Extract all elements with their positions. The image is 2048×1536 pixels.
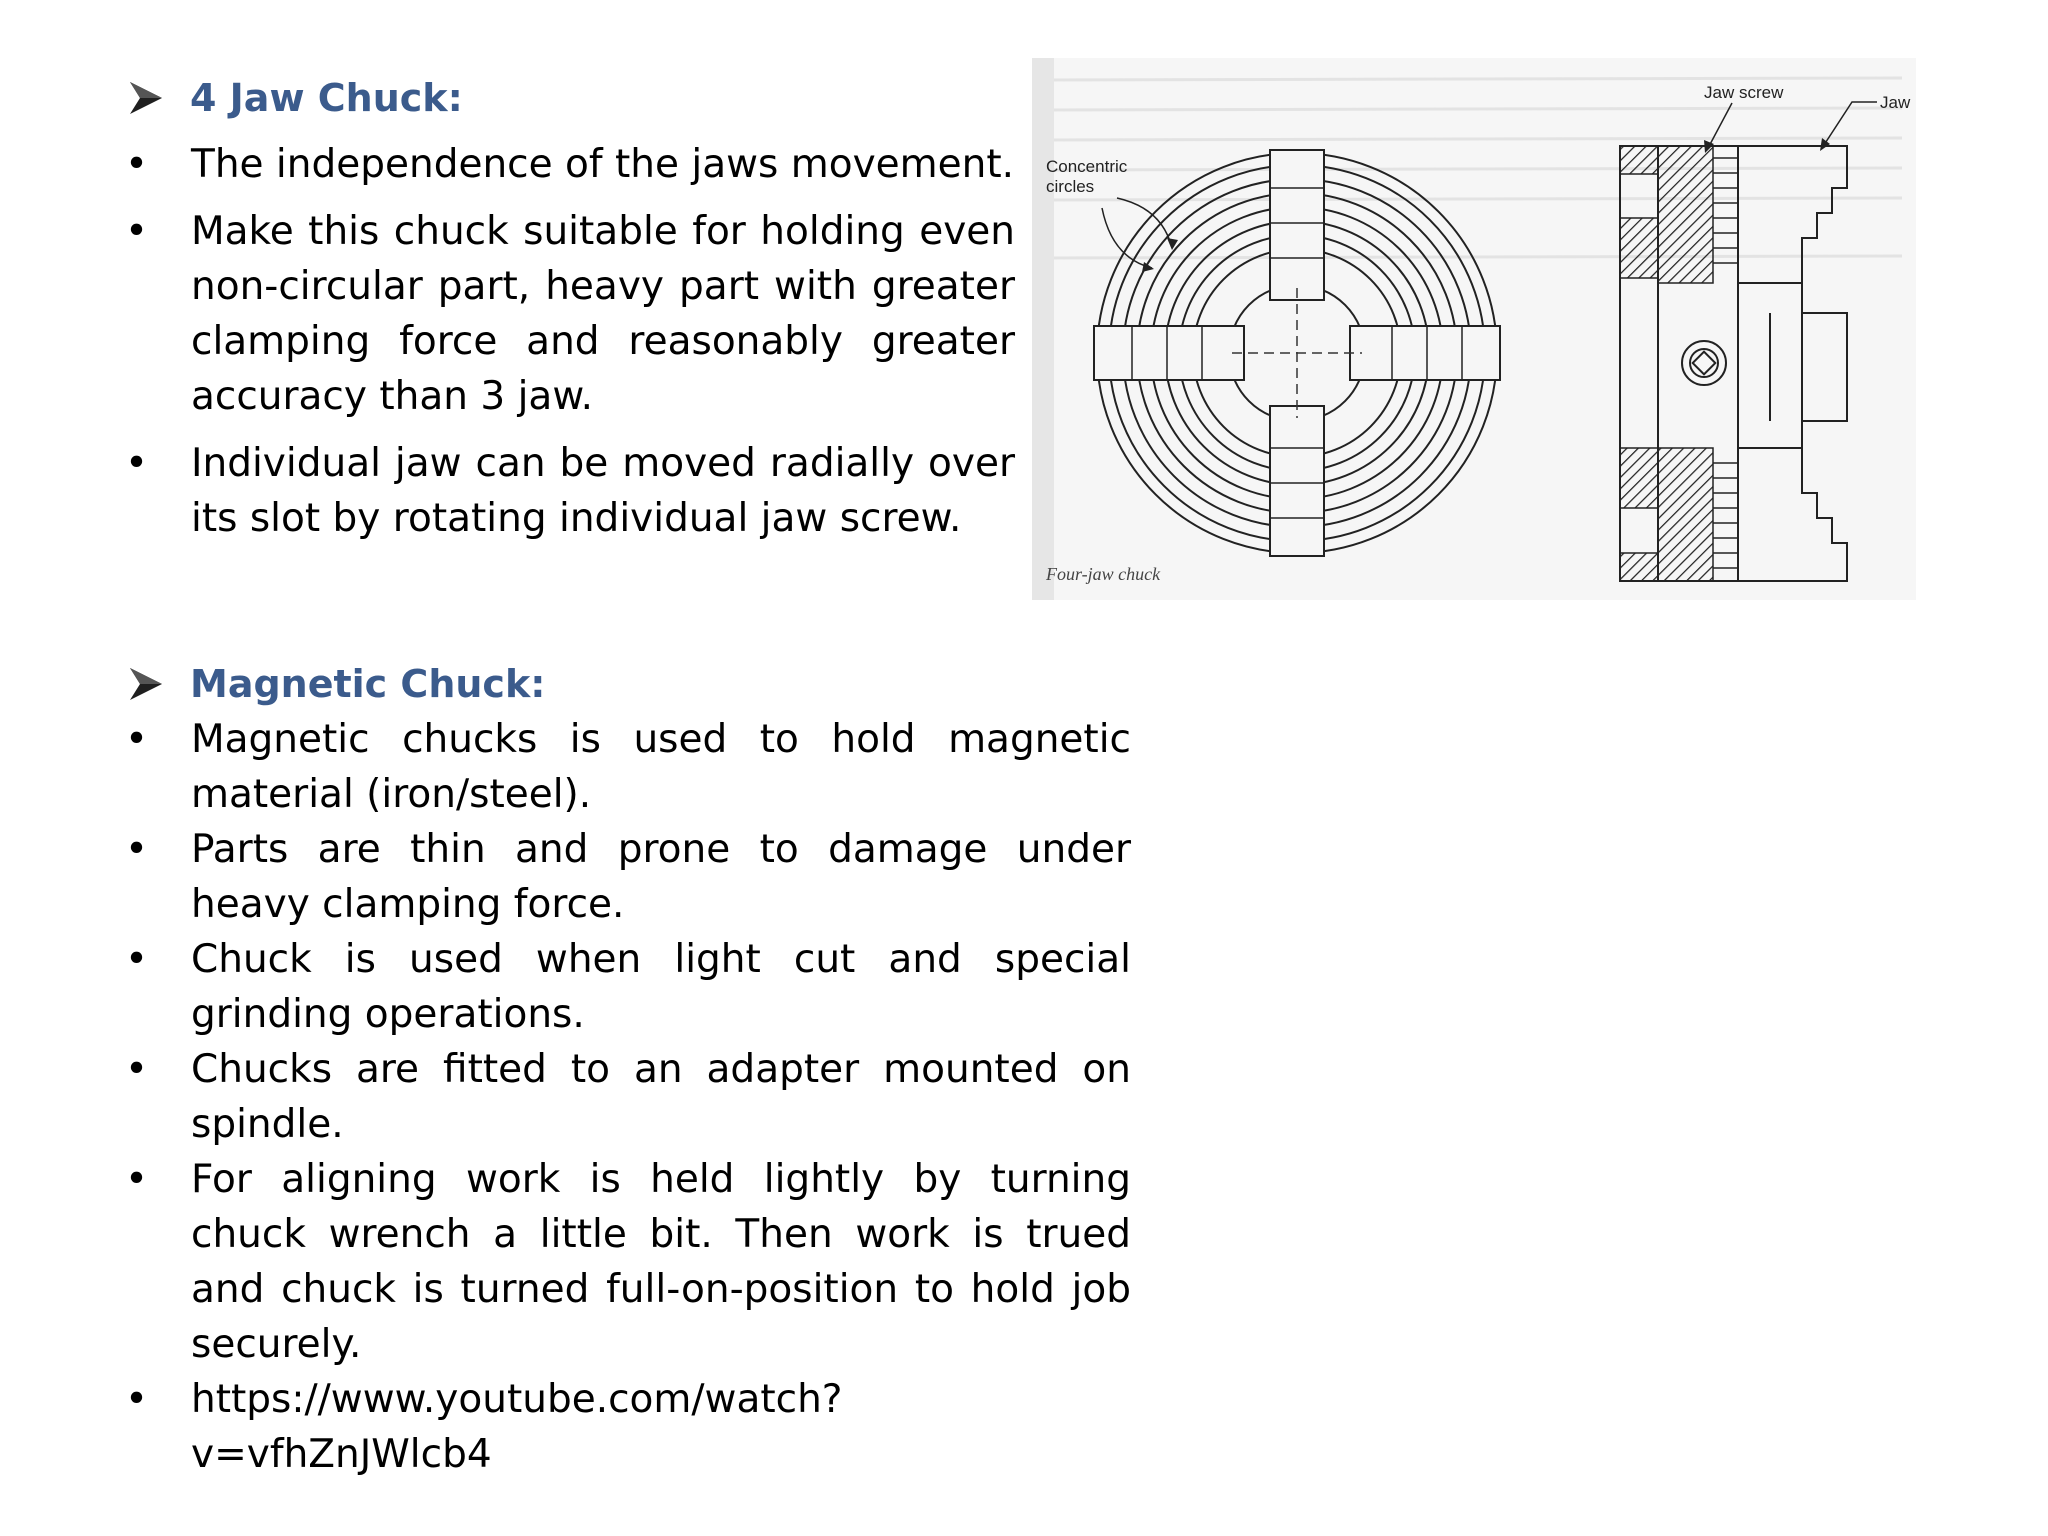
list-item: • For aligning work is held lightly by turning chuck wrench a little bit. Then work is trued and chuck is turned full-on-position to hold job securely. — [125, 1152, 1131, 1372]
heading-text: Magnetic Chuck: — [190, 662, 546, 706]
bullet-icon: • — [125, 937, 149, 982]
list-item: • Chucks are fitted to an adapter mounted on spindle. — [125, 1042, 1131, 1152]
side-view — [1620, 146, 1847, 581]
label-jaw: Jaw — [1880, 93, 1911, 112]
list-item: • Magnetic chucks is used to hold magnetic material (iron/steel). — [125, 712, 1131, 822]
bullet-icon: • — [125, 1047, 149, 1092]
figure-caption: Four-jaw chuck — [1046, 564, 1161, 584]
heading-magnetic-chuck — [128, 662, 545, 706]
bullet-icon: • — [125, 209, 149, 254]
bullet-icon: • — [125, 717, 149, 762]
bullet-icon: • — [125, 827, 149, 872]
list-item: • Make this chuck suitable for holding even non-circular part, heavy part with greater clamping force and reasonably greater accuracy than 3 jaw. — [125, 204, 1015, 424]
label-circles: circles — [1046, 177, 1095, 196]
bullet-icon: • — [125, 1157, 149, 1202]
list-item: • Individual jaw can be moved radially over its slot by rotating individual jaw screw. — [125, 436, 1015, 546]
bullet-icon: • — [125, 142, 149, 187]
jaw-chuck-bullet-list — [125, 137, 1015, 558]
magnetic-chuck-bullet-list — [125, 712, 1131, 1482]
youtube-link[interactable]: https://www.youtube.com/watch?v=vfhZnJWlcb4 — [191, 1377, 843, 1477]
chuck-diagram — [1032, 58, 1916, 600]
list-item: • Parts are thin and prone to damage under heavy clamping force. — [125, 822, 1131, 932]
heading-4-jaw-chuck — [128, 76, 463, 120]
bullet-icon: • — [125, 1377, 149, 1422]
list-item: • The independence of the jaws movement. — [125, 137, 1015, 192]
arrow-bullet-icon — [128, 78, 164, 118]
youtube-link-item[interactable] — [125, 1372, 1131, 1482]
heading-text: 4 Jaw Chuck: — [190, 76, 463, 120]
arrow-bullet-icon — [128, 664, 164, 704]
list-item: • Chuck is used when light cut and special grinding operations. — [125, 932, 1131, 1042]
four-jaw-chuck-figure — [1032, 58, 1916, 600]
label-jaw-screw: Jaw screw — [1704, 83, 1784, 102]
label-concentric: Concentric — [1046, 157, 1128, 176]
bullet-icon: • — [125, 441, 149, 486]
